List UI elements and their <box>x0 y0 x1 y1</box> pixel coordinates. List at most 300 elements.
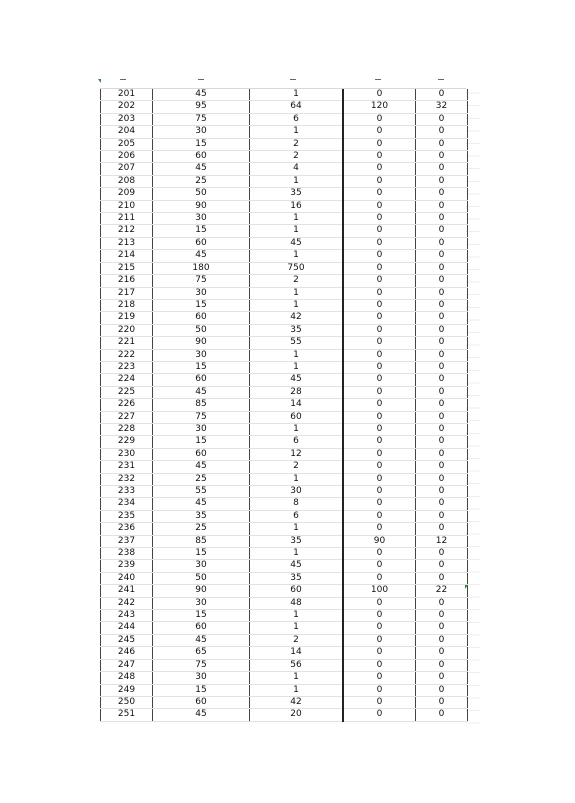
table-cell[interactable]: 14 <box>250 399 344 411</box>
table-cell[interactable]: 0 <box>343 548 416 560</box>
table-cell[interactable]: 226 <box>101 399 153 411</box>
table-row <box>101 523 468 535</box>
table-cell[interactable]: 1 <box>250 610 344 622</box>
table-cell[interactable]: 0 <box>343 696 416 708</box>
table-cell[interactable]: 0 <box>416 299 468 311</box>
table-cell[interactable]: 75 <box>153 113 250 125</box>
table-cell[interactable]: 45 <box>153 498 250 510</box>
table-cell[interactable]: 202 <box>101 101 153 113</box>
table-cell[interactable]: 233 <box>101 486 153 498</box>
cut-off-previous-row <box>100 81 466 89</box>
table-row <box>101 386 468 398</box>
table-cell[interactable]: 6 <box>250 113 344 125</box>
table-cell[interactable]: 0 <box>343 324 416 336</box>
table-cell[interactable]: 0 <box>343 560 416 572</box>
table-cell[interactable]: 215 <box>101 262 153 274</box>
table-row <box>101 89 468 101</box>
table-cell[interactable]: 0 <box>416 610 468 622</box>
table-row <box>101 684 468 696</box>
table-row <box>101 163 468 175</box>
table-cell[interactable]: 1 <box>250 523 344 535</box>
table-cell[interactable]: 213 <box>101 237 153 249</box>
table-cell[interactable]: 224 <box>101 374 153 386</box>
table-cell[interactable]: 0 <box>416 498 468 510</box>
table-cell[interactable]: 0 <box>416 225 468 237</box>
table-cell[interactable]: 2 <box>250 275 344 287</box>
table-cell[interactable]: 30 <box>153 597 250 609</box>
table-cell[interactable]: 0 <box>343 299 416 311</box>
table-cell[interactable]: 42 <box>250 312 344 324</box>
table-cell[interactable]: 236 <box>101 523 153 535</box>
table-cell[interactable]: 75 <box>153 275 250 287</box>
table-row <box>101 610 468 622</box>
table-cell[interactable]: 35 <box>250 572 344 584</box>
table-row <box>101 498 468 510</box>
table-cell[interactable]: 0 <box>416 175 468 187</box>
table-cell[interactable]: 15 <box>153 548 250 560</box>
table-cell[interactable]: 0 <box>343 523 416 535</box>
table-row <box>101 312 468 324</box>
table-cell[interactable]: 85 <box>153 399 250 411</box>
table-cell[interactable]: 251 <box>101 709 153 721</box>
table-cell[interactable]: 48 <box>250 597 344 609</box>
table-cell[interactable]: 45 <box>153 386 250 398</box>
table-cell[interactable]: 20 <box>250 709 344 721</box>
table-cell[interactable]: 55 <box>153 486 250 498</box>
table-cell[interactable]: 0 <box>343 709 416 721</box>
table-cell[interactable]: 0 <box>343 213 416 225</box>
table-cell[interactable]: 75 <box>153 659 250 671</box>
table-cell[interactable]: 60 <box>153 237 250 249</box>
table-cell[interactable]: 0 <box>416 572 468 584</box>
table-cell[interactable]: 4 <box>250 163 344 175</box>
table-cell[interactable]: 232 <box>101 473 153 485</box>
table-cell[interactable]: 0 <box>343 312 416 324</box>
table-cell[interactable]: 0 <box>416 696 468 708</box>
table-cell[interactable]: 0 <box>343 188 416 200</box>
sheet-gridlines-right <box>466 81 480 728</box>
table-row <box>101 696 468 708</box>
table-cell[interactable]: 25 <box>153 523 250 535</box>
table-cell[interactable]: 60 <box>153 374 250 386</box>
table-cell[interactable]: 35 <box>153 510 250 522</box>
table-cell[interactable]: 0 <box>416 448 468 460</box>
table-row <box>101 349 468 361</box>
table-row <box>101 622 468 634</box>
table-cell[interactable]: 1 <box>250 250 344 262</box>
table-cell[interactable]: 0 <box>416 684 468 696</box>
table-cell[interactable]: 0 <box>416 423 468 435</box>
table-cell[interactable]: 0 <box>343 634 416 646</box>
table-cell[interactable]: 0 <box>343 126 416 138</box>
table-cell[interactable]: 0 <box>343 461 416 473</box>
table-cell[interactable]: 243 <box>101 610 153 622</box>
table-cell[interactable]: 0 <box>343 411 416 423</box>
table-cell[interactable]: 0 <box>343 423 416 435</box>
table-cell[interactable]: 203 <box>101 113 153 125</box>
table-cell[interactable]: 14 <box>250 647 344 659</box>
table-cell[interactable]: 90 <box>153 200 250 212</box>
table-cell[interactable]: 0 <box>416 461 468 473</box>
table-row <box>101 473 468 485</box>
table-cell[interactable]: 0 <box>343 672 416 684</box>
table-cell[interactable]: 228 <box>101 423 153 435</box>
table-cell[interactable]: 60 <box>250 585 344 597</box>
table-cell[interactable]: 8 <box>250 498 344 510</box>
table-cell[interactable]: 50 <box>153 324 250 336</box>
table-cell[interactable]: 0 <box>416 287 468 299</box>
table-cell[interactable]: 55 <box>250 337 344 349</box>
table-cell[interactable]: 0 <box>416 622 468 634</box>
table-cell[interactable]: 45 <box>250 560 344 572</box>
table-cell[interactable]: 0 <box>416 138 468 150</box>
table-cell[interactable]: 30 <box>153 213 250 225</box>
table-cell[interactable]: 0 <box>416 486 468 498</box>
table-cell[interactable]: 0 <box>416 548 468 560</box>
table-cell[interactable]: 120 <box>343 101 416 113</box>
table-cell[interactable]: 1 <box>250 361 344 373</box>
table-cell[interactable]: 60 <box>153 696 250 708</box>
table-row <box>101 213 468 225</box>
table-cell[interactable]: 35 <box>250 324 344 336</box>
table-cell[interactable]: 0 <box>343 151 416 163</box>
table-cell[interactable]: 0 <box>416 374 468 386</box>
table-cell[interactable]: 0 <box>416 672 468 684</box>
table-cell[interactable]: 0 <box>343 510 416 522</box>
table-cell[interactable]: 223 <box>101 361 153 373</box>
table-cell[interactable]: 0 <box>343 337 416 349</box>
table-cell[interactable]: 45 <box>153 461 250 473</box>
table-row <box>101 200 468 212</box>
table-cell[interactable]: 0 <box>416 312 468 324</box>
table-body <box>101 89 468 721</box>
table-cell[interactable]: 60 <box>153 448 250 460</box>
table-cell[interactable]: 0 <box>416 151 468 163</box>
table-cell[interactable]: 0 <box>343 250 416 262</box>
table-row <box>101 597 468 609</box>
table-cell[interactable]: 0 <box>343 498 416 510</box>
table-cell[interactable]: 0 <box>416 399 468 411</box>
table-cell[interactable]: 30 <box>153 126 250 138</box>
table-cell[interactable]: 0 <box>343 597 416 609</box>
table-cell[interactable]: 60 <box>153 151 250 163</box>
table-cell[interactable]: 0 <box>343 237 416 249</box>
table-row <box>101 225 468 237</box>
table-cell[interactable]: 30 <box>153 672 250 684</box>
table-cell[interactable]: 246 <box>101 647 153 659</box>
table-cell[interactable]: 248 <box>101 672 153 684</box>
table-cell[interactable]: 1 <box>250 349 344 361</box>
table-cell[interactable]: 35 <box>250 188 344 200</box>
table-cell[interactable]: 212 <box>101 225 153 237</box>
table-cell[interactable]: 28 <box>250 386 344 398</box>
table-cell[interactable]: 0 <box>416 523 468 535</box>
table-cell[interactable]: 0 <box>416 337 468 349</box>
table-cell[interactable]: 16 <box>250 200 344 212</box>
table-cell[interactable]: 0 <box>343 436 416 448</box>
table-cell[interactable]: 45 <box>153 89 250 101</box>
table-cell[interactable]: 0 <box>416 436 468 448</box>
table-cell[interactable]: 25 <box>153 175 250 187</box>
table-cell[interactable]: 1 <box>250 89 344 101</box>
table-cell[interactable]: 234 <box>101 498 153 510</box>
table-cell[interactable]: 245 <box>101 634 153 646</box>
table-cell[interactable]: 244 <box>101 622 153 634</box>
table-row <box>101 486 468 498</box>
table-cell[interactable]: 0 <box>416 473 468 485</box>
table-cell[interactable]: 90 <box>153 337 250 349</box>
table-cell[interactable]: 0 <box>343 361 416 373</box>
table-cell[interactable]: 2 <box>250 138 344 150</box>
table-cell[interactable]: 15 <box>153 225 250 237</box>
table-cell[interactable]: 0 <box>343 275 416 287</box>
table-cell[interactable]: 211 <box>101 213 153 225</box>
table-cell[interactable]: 45 <box>153 250 250 262</box>
table-cell[interactable]: 0 <box>416 597 468 609</box>
table-cell[interactable]: 30 <box>153 560 250 572</box>
table-cell[interactable]: 0 <box>343 138 416 150</box>
table-cell[interactable]: 1 <box>250 299 344 311</box>
table-cell[interactable]: 206 <box>101 151 153 163</box>
table-cell[interactable]: 230 <box>101 448 153 460</box>
table-cell[interactable]: 15 <box>153 436 250 448</box>
table-cell[interactable]: 0 <box>343 610 416 622</box>
table-cell[interactable]: 0 <box>416 634 468 646</box>
table-cell[interactable]: 219 <box>101 312 153 324</box>
table-cell[interactable]: 15 <box>153 299 250 311</box>
table-cell[interactable]: 0 <box>416 560 468 572</box>
table-row <box>101 250 468 262</box>
table-cell[interactable]: 0 <box>343 200 416 212</box>
table-cell[interactable]: 2 <box>250 461 344 473</box>
table-row <box>101 535 468 547</box>
table-row <box>101 374 468 386</box>
table-cell[interactable]: 0 <box>343 486 416 498</box>
table-cell[interactable]: 1 <box>250 423 344 435</box>
table-cell[interactable]: 249 <box>101 684 153 696</box>
table-cell[interactable]: 1 <box>250 287 344 299</box>
table-cell[interactable]: 1 <box>250 684 344 696</box>
table-cell[interactable]: 0 <box>416 659 468 671</box>
table-cell[interactable]: 15 <box>153 138 250 150</box>
data-table <box>100 89 468 722</box>
table-row <box>101 585 468 597</box>
table-cell[interactable]: 45 <box>250 374 344 386</box>
table-cell[interactable]: 1 <box>250 672 344 684</box>
table-row <box>101 299 468 311</box>
table-cell[interactable]: 225 <box>101 386 153 398</box>
table-cell[interactable]: 1 <box>250 213 344 225</box>
table-cell[interactable]: 50 <box>153 572 250 584</box>
table-cell[interactable]: 0 <box>416 213 468 225</box>
table-row <box>101 324 468 336</box>
table-cell[interactable]: 229 <box>101 436 153 448</box>
table-cell[interactable]: 231 <box>101 461 153 473</box>
table-cell[interactable]: 1 <box>250 225 344 237</box>
table-cell[interactable]: 100 <box>343 585 416 597</box>
table-cell[interactable]: 221 <box>101 337 153 349</box>
table-row <box>101 709 468 721</box>
table-cell[interactable]: 238 <box>101 548 153 560</box>
table-cell[interactable]: 0 <box>416 361 468 373</box>
table-cell[interactable]: 0 <box>416 262 468 274</box>
table-cell[interactable]: 60 <box>153 622 250 634</box>
table-cell[interactable]: 0 <box>416 188 468 200</box>
table-cell[interactable]: 205 <box>101 138 153 150</box>
table-cell[interactable]: 1 <box>250 126 344 138</box>
table-cell[interactable]: 204 <box>101 126 153 138</box>
table-row <box>101 448 468 460</box>
table-cell[interactable]: 6 <box>250 436 344 448</box>
table-cell[interactable]: 65 <box>153 647 250 659</box>
table-cell[interactable]: 60 <box>153 312 250 324</box>
table-cell[interactable]: 32 <box>416 101 468 113</box>
table-cell[interactable]: 0 <box>343 175 416 187</box>
table-cell[interactable]: 240 <box>101 572 153 584</box>
table-cell[interactable]: 42 <box>250 696 344 708</box>
table-cell[interactable]: 35 <box>250 535 344 547</box>
table-cell[interactable]: 45 <box>153 709 250 721</box>
table-cell[interactable]: 210 <box>101 200 153 212</box>
table-row <box>101 138 468 150</box>
table-cell[interactable]: 235 <box>101 510 153 522</box>
table-cell[interactable]: 0 <box>343 225 416 237</box>
table-cell[interactable]: 1 <box>250 473 344 485</box>
table-cell[interactable]: 0 <box>343 448 416 460</box>
table-row <box>101 262 468 274</box>
table-cell[interactable]: 0 <box>416 89 468 101</box>
table-cell[interactable]: 0 <box>416 113 468 125</box>
table-cell[interactable]: 220 <box>101 324 153 336</box>
table-cell[interactable]: 0 <box>416 349 468 361</box>
table-cell[interactable]: 85 <box>153 535 250 547</box>
table-cell[interactable]: 750 <box>250 262 344 274</box>
table-cell[interactable]: 56 <box>250 659 344 671</box>
table-cell[interactable]: 208 <box>101 175 153 187</box>
table-cell[interactable]: 15 <box>153 610 250 622</box>
table-cell[interactable]: 0 <box>343 473 416 485</box>
table-row <box>101 436 468 448</box>
table-cell[interactable]: 0 <box>343 89 416 101</box>
table-cell[interactable]: 75 <box>153 411 250 423</box>
cell-error-marker <box>465 585 468 589</box>
table-cell[interactable]: 45 <box>250 237 344 249</box>
table-cell[interactable]: 250 <box>101 696 153 708</box>
table-cell[interactable]: 237 <box>101 535 153 547</box>
table-cell[interactable]: 30 <box>153 423 250 435</box>
table-row <box>101 101 468 113</box>
table-cell[interactable]: 207 <box>101 163 153 175</box>
table-cell[interactable]: 15 <box>153 684 250 696</box>
table-row <box>101 399 468 411</box>
table-cell[interactable]: 30 <box>153 287 250 299</box>
table-cell[interactable]: 216 <box>101 275 153 287</box>
table-cell[interactable]: 180 <box>153 262 250 274</box>
table-cell[interactable]: 45 <box>153 163 250 175</box>
table-cell[interactable]: 2 <box>250 634 344 646</box>
table-cell[interactable]: 0 <box>343 163 416 175</box>
table-cell[interactable]: 22 <box>416 585 468 597</box>
table-cell[interactable]: 239 <box>101 560 153 572</box>
table-cell[interactable]: 0 <box>343 374 416 386</box>
table-cell[interactable]: 0 <box>416 126 468 138</box>
table-cell[interactable]: 241 <box>101 585 153 597</box>
table-cell[interactable]: 25 <box>153 473 250 485</box>
table-row <box>101 659 468 671</box>
table-cell[interactable]: 6 <box>250 510 344 522</box>
table-cell[interactable]: 209 <box>101 188 153 200</box>
table-cell[interactable]: 90 <box>153 585 250 597</box>
table-cell[interactable]: 50 <box>153 188 250 200</box>
table-cell[interactable]: 217 <box>101 287 153 299</box>
table-cell[interactable]: 227 <box>101 411 153 423</box>
table-cell[interactable]: 0 <box>343 399 416 411</box>
table-cell[interactable]: 45 <box>153 634 250 646</box>
table-cell[interactable]: 0 <box>416 324 468 336</box>
table-cell[interactable]: 0 <box>343 349 416 361</box>
table-row <box>101 672 468 684</box>
table-cell[interactable]: 1 <box>250 622 344 634</box>
table-cell[interactable]: 201 <box>101 89 153 101</box>
table-row <box>101 113 468 125</box>
table-cell[interactable]: 30 <box>153 349 250 361</box>
table-cell[interactable]: 2 <box>250 151 344 163</box>
table-cell[interactable]: 0 <box>416 510 468 522</box>
table-cell[interactable]: 95 <box>153 101 250 113</box>
table-cell[interactable]: 30 <box>250 486 344 498</box>
table-cell[interactable]: 242 <box>101 597 153 609</box>
table-cell[interactable]: 222 <box>101 349 153 361</box>
table-row <box>101 411 468 423</box>
table-cell[interactable]: 1 <box>250 548 344 560</box>
table-cell[interactable]: 12 <box>250 448 344 460</box>
table-cell[interactable]: 0 <box>343 622 416 634</box>
table-cell[interactable]: 60 <box>250 411 344 423</box>
table-row <box>101 461 468 473</box>
table-cell[interactable]: 247 <box>101 659 153 671</box>
table-cell[interactable]: 0 <box>343 262 416 274</box>
table-cell[interactable]: 0 <box>416 411 468 423</box>
table-cell[interactable]: 0 <box>416 275 468 287</box>
table-cell[interactable]: 0 <box>416 200 468 212</box>
table-row <box>101 126 468 138</box>
table-cell[interactable]: 0 <box>343 287 416 299</box>
table-cell[interactable]: 90 <box>343 535 416 547</box>
table-cell[interactable]: 0 <box>416 163 468 175</box>
table-cell[interactable]: 0 <box>343 659 416 671</box>
table-row <box>101 572 468 584</box>
table-cell[interactable]: 0 <box>416 250 468 262</box>
table-cell[interactable]: 218 <box>101 299 153 311</box>
table-cell[interactable]: 0 <box>343 386 416 398</box>
table-cell[interactable]: 0 <box>416 647 468 659</box>
table-row <box>101 275 468 287</box>
table-cell[interactable]: 12 <box>416 535 468 547</box>
table-row <box>101 647 468 659</box>
table-cell[interactable]: 0 <box>343 684 416 696</box>
table-cell[interactable]: 15 <box>153 361 250 373</box>
table-cell[interactable]: 0 <box>343 572 416 584</box>
table-cell[interactable]: 0 <box>416 386 468 398</box>
table-cell[interactable]: 0 <box>343 647 416 659</box>
table-cell[interactable]: 64 <box>250 101 344 113</box>
table-row <box>101 151 468 163</box>
table-cell[interactable]: 214 <box>101 250 153 262</box>
table-cell[interactable]: 1 <box>250 175 344 187</box>
table-cell[interactable]: 0 <box>416 709 468 721</box>
table-cell[interactable]: 0 <box>343 113 416 125</box>
table-cell[interactable]: 0 <box>416 237 468 249</box>
